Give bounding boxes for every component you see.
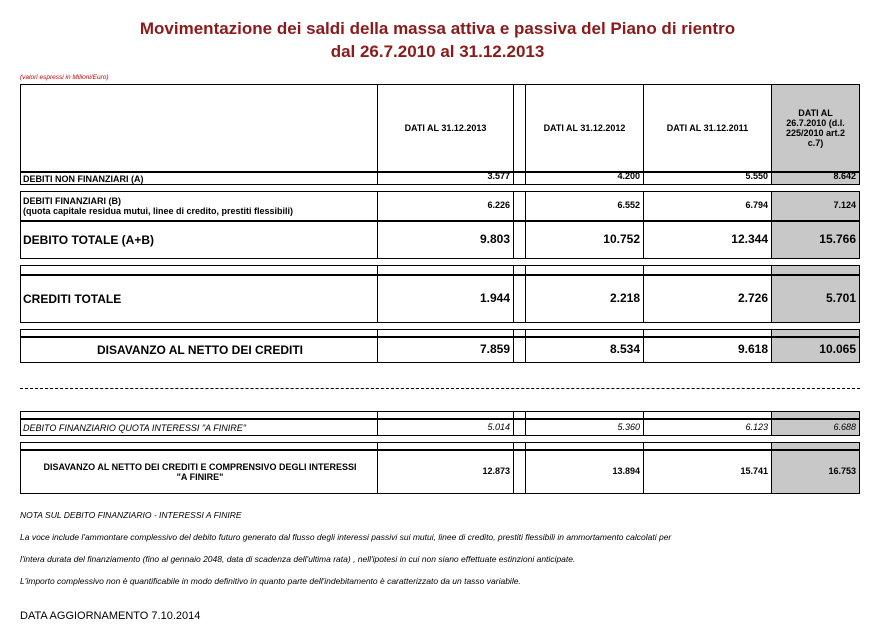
dashed-divider [20, 388, 860, 389]
row-label: DEBITO TOTALE (A+B) [20, 221, 378, 259]
table-row: DEBITI FINANZIARI (B) (quota capitale residua mutui, linee di credito, prestiti flessibili) 6.226 6.552 6.794 7.124 [20, 191, 860, 221]
update-date: DATA AGGIORNAMENTO 7.10.2014 [20, 610, 201, 622]
table-row: DEBITO FINANZIARIO QUOTA INTERESSI "A FINIRE" 5.014 5.360 6.123 6.688 [20, 419, 860, 436]
note-line: l'intera durata del finanziamento (fino al gennaio 2048, data di scadenza dell'ultima rata) , nell'ipotesi in cui non siano effettuate estinzioni anticipate. [20, 554, 576, 564]
table-row: DEBITI NON FINANZIARI (A) 3.577 4.200 5.550 8.642 [20, 172, 860, 185]
table-header-row [20, 84, 860, 172]
header-2011: DATI AL 31.12.2011 [644, 84, 772, 172]
row-label: DEBITI FINANZIARI (B) (quota capitale residua mutui, linee di credito, prestiti flessibili) [20, 191, 378, 221]
row-label: DISAVANZO AL NETTO DEI CREDITI [20, 337, 378, 363]
table-row: DISAVANZO AL NETTO DEI CREDITI E COMPRENSIVO DEGLI INTERESSI "A FINIRE" 12.873 13.894 15.741 16.753 [20, 450, 860, 494]
note-line: L'importo complessivo non è quantificabile in modo definitivo in quanto parte dell'indebitamento è caratterizzato da un tasso variabile. [20, 576, 521, 586]
header-2010: DATI AL 26.7.2010 (d.l. 225/2010 art.2 c.7) [772, 84, 860, 172]
page-title: Movimentazione dei saldi della massa attiva e passiva del Piano di rientro [139, 19, 736, 38]
row-label: DISAVANZO AL NETTO DEI CREDITI E COMPRENSIVO DEGLI INTERESSI "A FINIRE" [20, 450, 378, 494]
units-note: (valori espressi in Milioni/Euro) [20, 74, 109, 81]
page-subtitle: dal 26.7.2010 al 31.12.2013 [330, 42, 545, 61]
row-label: DEBITI NON FINANZIARI (A) [20, 172, 378, 185]
row-label: DEBITO FINANZIARIO QUOTA INTERESSI "A FINIRE" [20, 419, 378, 436]
note-line: La voce include l'ammontare complessivo del debito futuro generato dal flusso degli interessi passivi sui mutui, linee di credito, prestiti flessibili in ammortamento calcolati per [20, 532, 672, 542]
table-row: DISAVANZO AL NETTO DEI CREDITI 7.859 8.534 9.618 10.065 [20, 337, 860, 363]
row-label: CREDITI TOTALE [20, 275, 378, 323]
note-title: NOTA SUL DEBITO FINANZIARIO - INTERESSI A FINIRE [20, 510, 242, 520]
table-row: DEBITO TOTALE (A+B) 9.803 10.752 12.344 15.766 [20, 221, 860, 259]
table-row: CREDITI TOTALE 1.944 2.218 2.726 5.701 [20, 275, 860, 323]
header-2013: DATI AL 31.12.2013 [378, 84, 514, 172]
header-2012: DATI AL 31.12.2012 [526, 84, 644, 172]
